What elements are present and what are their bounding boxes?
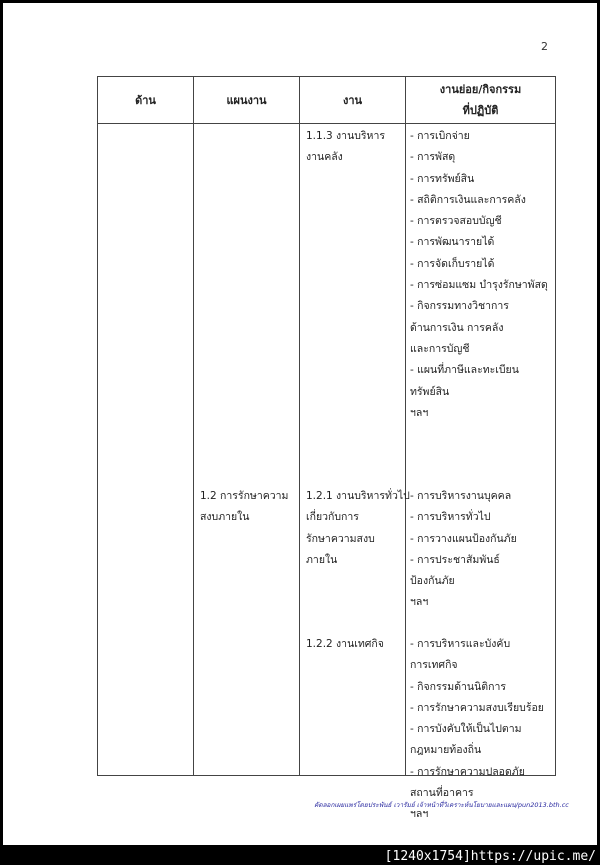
plan-label-cont: สงบภายใน: [200, 511, 250, 524]
subtask-item: - การพัสดุ: [410, 151, 456, 164]
cell-task: [300, 124, 410, 776]
footer-credit: คัดลอกเผยแพร่โดยประพันธ์ เวารัมย์ เจ้าหน้าที่วิเคราะห์นโยบายและแผน/pun2013.bth.cc: [314, 801, 569, 809]
subtask-item: - การจัดเก็บรายได้: [410, 257, 495, 270]
subtask-item: - กิจกรรมด้านนิติการ: [410, 680, 506, 693]
etc-marker: ฯลฯ: [410, 406, 429, 419]
document-page: [3, 3, 597, 845]
task-3-line1: 1.2.2 งานเทศกิจ: [306, 638, 384, 650]
subtask-item: - การประชาสัมพันธ์: [410, 553, 500, 566]
subtask-item: - การตรวจสอบบัญชี: [410, 215, 502, 228]
page-number: 2: [541, 40, 548, 53]
table-row: [98, 124, 556, 776]
subtask-group-3: [406, 634, 555, 826]
subtask-item: - การทรัพย์สิน: [410, 172, 475, 185]
header-aspect: ด้าน: [98, 77, 194, 124]
task-2-line2: เกี่ยวกับการ: [306, 511, 359, 524]
task-2-line1: 1.2.1 งานบริหารทั่วไป: [306, 490, 410, 502]
subtask-item-cont: และการบัญชี: [410, 342, 470, 355]
subtask-item-cont: กฎหมายท้องถิ่น: [410, 744, 482, 757]
subtask-item: - การวางแผนป้องกันภัย: [410, 532, 517, 545]
plan-label: 1.2 การรักษาความ: [200, 490, 289, 502]
cell-aspect: [98, 124, 194, 776]
subtask-item: - การซ่อมแซม บำรุงรักษาพัสดุ: [410, 279, 548, 292]
subtask-group-1: [406, 126, 555, 424]
subtask-item: - การบริหารทั่วไป: [410, 511, 491, 524]
subtask-item-cont: สถานที่อาคาร: [410, 787, 474, 800]
task-2-line4: ภายใน: [306, 553, 338, 566]
etc-marker: ฯลฯ: [410, 596, 429, 609]
task-1-line1: 1.1.3 งานบริหาร: [306, 130, 386, 142]
subtask-item-cont: ป้องกันภัย: [410, 575, 455, 588]
header-task: งาน: [300, 77, 406, 124]
subtask-item-cont: ด้านการเงิน การคลัง: [410, 321, 504, 334]
subtask-item-cont: ทรัพย์สิน: [410, 385, 450, 398]
header-subtask: [406, 77, 556, 124]
etc-marker: ฯลฯ: [410, 808, 429, 821]
subtask-item: - การเบิกจ่าย: [410, 130, 470, 142]
subtask-item-cont: การเทศกิจ: [410, 659, 458, 672]
subtask-item: - การรักษาความสงบเรียบร้อย: [410, 701, 544, 714]
subtask-item: - การบริหารงานบุคคล: [410, 490, 512, 502]
subtask-item: - การบริหารและบังคับ: [410, 638, 511, 650]
header-subtask-line1: งานย่อย/กิจกรรม: [439, 83, 522, 96]
header-plan: แผนงาน: [194, 77, 300, 124]
subtask-item: - การบังคับให้เป็นไปตาม: [410, 723, 522, 736]
table-header-row: [98, 77, 556, 124]
subtask-item: - สถิติการเงินและการคลัง: [410, 193, 526, 206]
header-subtask-line2: ที่ปฏิบัติ: [462, 104, 499, 117]
subtask-item: - การรักษาความปลอดภัย: [410, 765, 525, 778]
subtask-item: - แผนที่ภาษีและทะเบียน: [410, 364, 519, 377]
cell-plan: [194, 124, 300, 776]
subtask-item: - การพัฒนารายได้: [410, 236, 495, 249]
task-1-line2: งานคลัง: [306, 151, 343, 164]
task-2-line3: รักษาความสงบ: [306, 532, 375, 545]
image-watermark: [1240x1754]https://upic.me/: [384, 849, 596, 864]
subtask-group-2: [406, 486, 555, 614]
subtask-item: - กิจกรรมทางวิชาการ: [410, 300, 509, 313]
